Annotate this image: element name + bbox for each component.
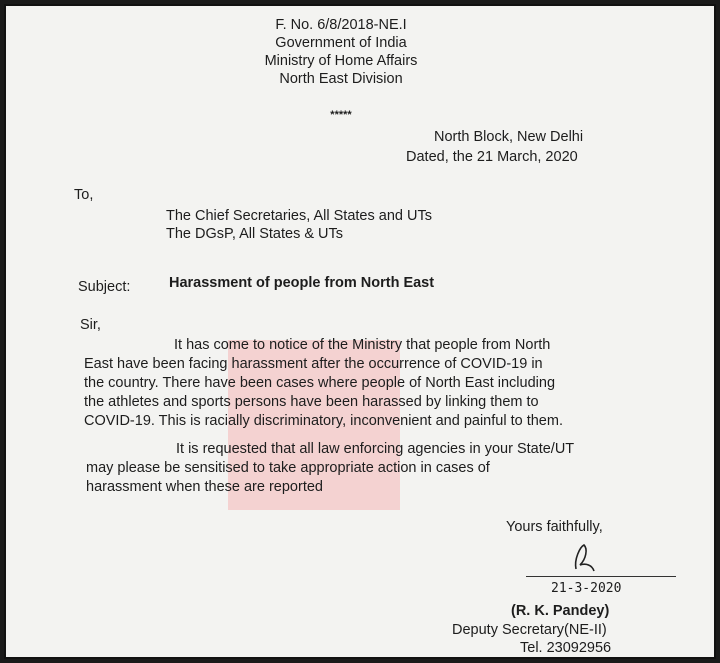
para1-line: East have been facing harassment after the occurrence of COVID-19 in [84, 356, 543, 372]
signature-mark [566, 541, 606, 575]
para2-line: may please be sensitised to take appropriate action in cases of [86, 460, 490, 476]
division-line: North East Division [279, 71, 403, 87]
signatory-tel: Tel. 23092956 [520, 640, 612, 656]
para2-line: harassment when these are reported [86, 479, 323, 495]
subject-label: Subject: [78, 279, 131, 295]
separator-stars: ***** [330, 109, 352, 121]
closing: Yours faithfully, [506, 519, 603, 535]
paragraph-1 [84, 336, 604, 431]
recipient-1: The Chief Secretaries, All States and UTs [166, 208, 432, 224]
recipient-2: The DGsP, All States & UTs [166, 226, 344, 242]
letter-page [4, 4, 716, 659]
para1-line: the country. There have been cases where people of North East including [84, 375, 556, 391]
subject-text: Harassment of people from North East [169, 275, 435, 291]
para2-line: It is requested that all law enforcing agencies in your State/UT [176, 441, 575, 457]
date-line: Dated, the 21 March, 2020 [406, 149, 578, 165]
signature-line [526, 576, 676, 577]
para1-line: It has come to notice of the Ministry that people from North [174, 337, 551, 353]
to-label: To, [74, 187, 94, 203]
para1-line: the athletes and sports persons have been harassed by linking them to [84, 394, 539, 410]
salutation: Sir, [80, 317, 101, 333]
signature-date: 21-3-2020 [551, 581, 622, 596]
signatory-title: Deputy Secretary(NE-II) [452, 622, 607, 638]
file-number: F. No. 6/8/2018-NE.I [275, 17, 407, 33]
para1-line: COVID-19. This is racially discriminatory, inconvenient and painful to them. [84, 413, 563, 429]
govt-line: Government of India [275, 35, 407, 51]
paragraph-2 [86, 440, 606, 497]
place-line: North Block, New Delhi [434, 129, 584, 145]
signatory-name: (R. K. Pandey) [511, 603, 610, 619]
ministry-line: Ministry of Home Affairs [264, 53, 418, 69]
